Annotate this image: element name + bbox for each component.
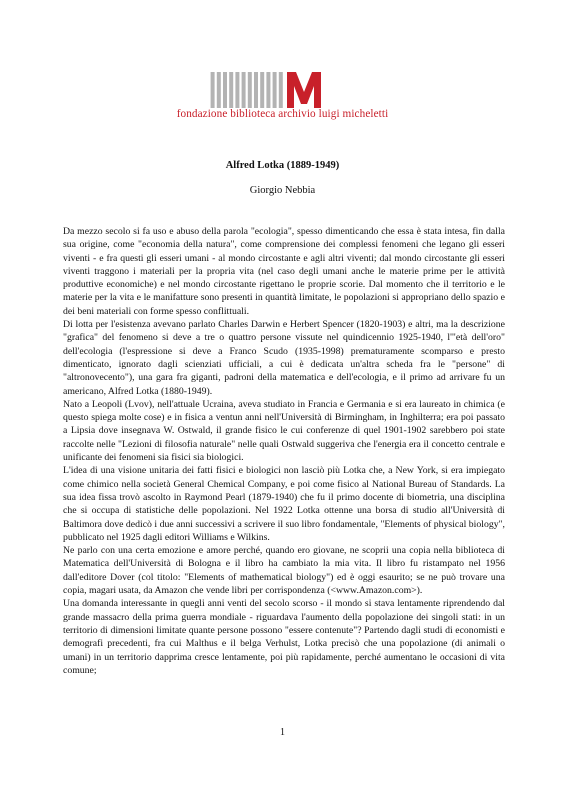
- logo-bar: [211, 72, 215, 108]
- logo-bar: [229, 72, 233, 108]
- document-title: Alfred Lotka (1889-1949): [225, 160, 340, 171]
- paragraph: L'idea di una visione unitaria dei fatti fisici e biologici non lasciò più Lotka che, a New York, si era impiegato come chimico nella società General Chemical Company, e poi come fisico al National Bureau of Standards. La sua idea fissa trovò ascolto in Raymond Pearl (1879-1940) che fu il primo docente di biometria, una disciplina che si occupa di statistiche delle popolazioni. Nel 1922 Lotka ottenne una borsa di studio all'Università di Baltimora dove dedicò i due anni successivi a scrivere il suo libro fondamentale, "Elements of physical biology", pubblicato nel 1925 dagli editori Williams e Wilkins.: [63, 465, 505, 543]
- logo-bar: [242, 72, 246, 108]
- logo-bar: [266, 72, 270, 108]
- logo-bar: [223, 72, 227, 108]
- logo-caption: fondazione biblioteca archivio luigi micheletti: [176, 108, 389, 120]
- logo-bar: [273, 72, 277, 108]
- paragraph: Una domanda interessante in quegli anni venti del secolo scorso - il mondo si stava lentamente riprendendo dal grande massacro della prima guerra mondiale - riguardava l'aumento della popolazione dei singoli stati: in un territorio di dimensioni limitate quante persone possono "essere contenute"? Partendo dagli studi di economisti e demografi precedenti, fra cui Malthus e il belga Verhulst, Lotka precisò che una popolazione (di animali o umani) in un territorio dapprima cresce lentamente, poi più rapidamente, perché aumentano le occasioni di vita comune;: [63, 598, 505, 676]
- logo-bar: [217, 72, 221, 108]
- document-author: Giorgio Nebbia: [249, 185, 316, 196]
- logo-bar: [260, 72, 264, 108]
- logo-letter-m-icon: [287, 72, 321, 108]
- paragraph: Ne parlo con una certa emozione e amore perché, quando ero giovane, ne scoprii una copia nella biblioteca di Matematica dell'Università di Bologna e il libro ha cambiato la mia vita. Il libro fu ristampato nel 1956 dall'editore Dover (col titolo: "Elements of mathematical biology") ed è oggi esaurito; se ne può trovare una copia, magari usata, da Amazon che vende libri per corrispondenza (<www.Amazon.com>).: [63, 545, 505, 597]
- logo-bar: [248, 72, 252, 108]
- logo-bar: [235, 72, 239, 108]
- foundation-logo: [175, 72, 390, 132]
- paragraph: Nato a Leopoli (Lvov), nell'attuale Ucraina, aveva studiato in Francia e Germania e si era laureato in chimica (e questo spiega molte cose) e in fisica a ventun anni nell'Università di Birmingham, in Inghilterra; era poi passato a Lipsia dove insegnava W. Ostwald, il grande fisico le cui conferenze di quel 1901-1902 sarebbero poi state raccolte nelle "Lezioni di filosofia naturale" nelle quali Ostwald suggeriva che l'energia era il concetto centrale e unificante dei fenomeni sia fisici sia biologici.: [63, 398, 505, 464]
- document-body: [63, 225, 505, 677]
- page-number: 1: [280, 727, 285, 738]
- logo-bar: [279, 72, 283, 108]
- logo-mark-icon: [175, 72, 390, 108]
- logo-bar: [254, 72, 258, 108]
- paragraph: Da mezzo secolo si fa uso e abuso della parola "ecologia", spesso dimenticando che essa è stata intesa, fin dalla sua origine, come "economia della natura", come comprensione dei complessi fenomeni che legano gli esseri viventi - e fra questi gli esseri umani - al mondo circostante e agli altri viventi; dal mondo circostante gli esseri viventi traggono i materiali per la propria vita (nel caso degli umani anche le materie prime per le attività produttive economiche) e nel mondo circostante rigettano le proprie scorie. Dal momento che il territorio e le materie per la vita e le manifatture sono presenti in quantità limitate, le popolazioni si appropriano dello spazio e dei beni materiali con forme spesso conflittuali.: [63, 226, 505, 317]
- paragraph: Di lotta per l'esistenza avevano parlato Charles Darwin e Herbert Spencer (1820-1903) e altri, ma la descrizione "grafica" del fenomeno si deve a tre o quattro persone vissute nel quindicennio 1925-1940, l'"età dell'oro" dell'ecologia (l'espressione si deve a Franco Scudo (1935-1998) prematuramente scomparso e presto dimenticato, ignorato dagli scienziati ufficiali, a cui è dedicata un'altra scheda fra le "persone" di "altronovecento"), una gara fra giganti, padroni della matematica e dell'ecologia, e il primo ad arrivare fu un americano, Alfred Lotka (1880-1949).: [63, 319, 505, 397]
